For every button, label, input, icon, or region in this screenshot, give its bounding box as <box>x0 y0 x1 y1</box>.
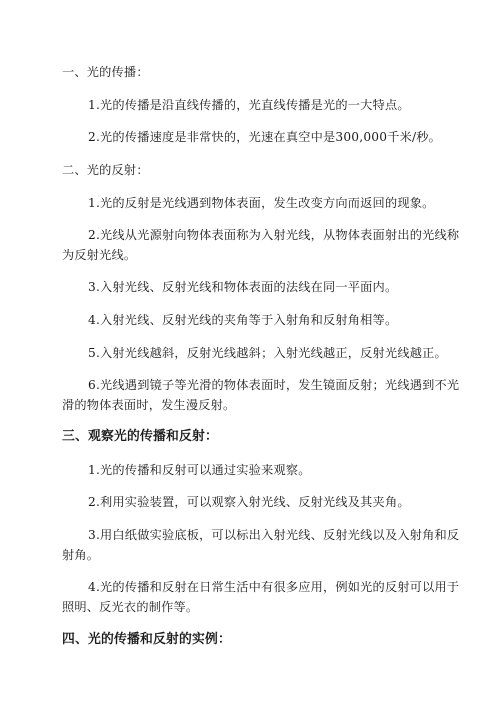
list-item-continuation: 为反射光线。 <box>62 248 137 262</box>
list-item: 2.光线从光源射向物体表面称为入射光线，从物体表面射出的光线称 <box>88 228 460 242</box>
list-item: 1.光的传播和反射可以通过实验来观察。 <box>88 463 311 477</box>
list-item: 2.光的传播速度是非常快的，光速在真空中是300,000千米/秒。 <box>88 130 442 144</box>
list-item: 4.入射光线、反射光线的夹角等于入射角和反射角相等。 <box>88 313 398 327</box>
section-heading-reflection: 二、光的反射： <box>62 163 149 177</box>
list-item: 4.光的传播和反射在日常生活中有很多应用，例如光的反射可以用于 <box>88 580 460 594</box>
section-heading-observation: 三、观察光的传播和反射： <box>62 429 218 444</box>
section-heading-propagation: 一、光的传播： <box>62 65 149 79</box>
list-item: 1.光的反射是光线遇到物体表面，发生改变方向而返回的现象。 <box>88 196 435 210</box>
list-item: 3.入射光线、反射光线和物体表面的法线在同一平面内。 <box>88 280 398 294</box>
list-item: 1.光的传播是沿直线传播的，光直线传播是光的一大特点。 <box>88 98 410 112</box>
list-item: 2.利用实验装置，可以观察入射光线、反射光线及其夹角。 <box>88 495 410 509</box>
list-item: 3.用白纸做实验底板，可以标出入射光线、反射光线以及入射角和反 <box>88 528 460 542</box>
list-item-continuation: 射角。 <box>62 548 100 562</box>
list-item-continuation: 滑的物体表面时，发生漫反射。 <box>62 398 236 412</box>
list-item: 5.入射光线越斜，反射光线越斜；入射光线越正，反射光线越正。 <box>88 346 447 360</box>
section-heading-examples: 四、光的传播和反射的实例： <box>62 632 231 647</box>
list-item: 6.光线遇到镜子等光滑的物体表面时，发生镜面反射；光线遇到不光 <box>88 378 460 392</box>
list-item-continuation: 照明、反光衣的制作等。 <box>62 600 199 614</box>
